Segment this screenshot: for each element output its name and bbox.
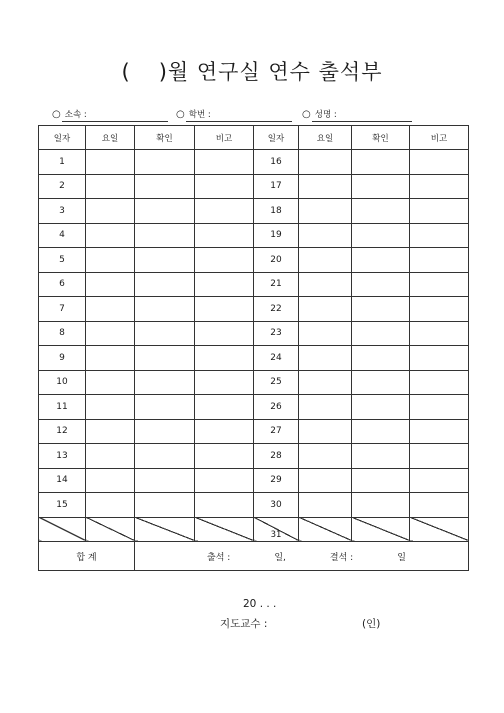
remarks-cell[interactable] bbox=[195, 493, 254, 518]
date-line[interactable]: 20 . . . bbox=[243, 598, 277, 610]
confirm-cell[interactable] bbox=[135, 272, 195, 297]
confirm-cell[interactable] bbox=[352, 248, 410, 273]
weekday-cell[interactable] bbox=[86, 223, 135, 248]
professor-line[interactable] bbox=[220, 616, 390, 631]
remarks-cell[interactable] bbox=[410, 444, 469, 469]
weekday-cell[interactable] bbox=[86, 150, 135, 175]
day-number: 23 bbox=[254, 321, 299, 346]
header-date: 일자 bbox=[39, 126, 86, 150]
remarks-cell[interactable] bbox=[410, 370, 469, 395]
confirm-cell[interactable] bbox=[135, 199, 195, 224]
blank-cell bbox=[135, 517, 195, 542]
day-number: 18 bbox=[254, 199, 299, 224]
remarks-cell[interactable] bbox=[410, 321, 469, 346]
circle-icon: ○ bbox=[176, 109, 185, 120]
header-remarks: 비고 bbox=[195, 126, 254, 150]
confirm-cell[interactable] bbox=[135, 444, 195, 469]
blank-cell bbox=[352, 517, 410, 542]
remarks-cell[interactable] bbox=[410, 395, 469, 420]
confirm-cell[interactable] bbox=[352, 346, 410, 371]
day-number: 16 bbox=[254, 150, 299, 175]
day-number: 2 bbox=[39, 174, 86, 199]
weekday-cell[interactable] bbox=[86, 272, 135, 297]
day-number: 5 bbox=[39, 248, 86, 273]
day-number: 12 bbox=[39, 419, 86, 444]
remarks-cell[interactable] bbox=[195, 174, 254, 199]
name-underline bbox=[312, 120, 412, 122]
weekday-cell[interactable] bbox=[86, 199, 135, 224]
table-row bbox=[39, 223, 469, 248]
day-number: 13 bbox=[39, 444, 86, 469]
header-confirm: 확인 bbox=[352, 126, 410, 150]
remarks-cell[interactable] bbox=[195, 444, 254, 469]
day-number: 1 bbox=[39, 150, 86, 175]
name-label: 성명 : bbox=[314, 110, 337, 120]
affiliation-underline bbox=[62, 120, 168, 122]
day-number: 21 bbox=[254, 272, 299, 297]
day-31-cell bbox=[254, 517, 299, 542]
confirm-cell[interactable] bbox=[352, 419, 410, 444]
day-number: 26 bbox=[254, 395, 299, 420]
weekday-cell[interactable] bbox=[299, 297, 352, 322]
confirm-cell[interactable] bbox=[135, 223, 195, 248]
student-id-field[interactable] bbox=[176, 108, 292, 122]
day-number: 3 bbox=[39, 199, 86, 224]
confirm-cell[interactable] bbox=[135, 370, 195, 395]
weekday-cell[interactable] bbox=[299, 272, 352, 297]
header-row bbox=[39, 126, 469, 150]
confirm-cell[interactable] bbox=[352, 223, 410, 248]
remarks-cell[interactable] bbox=[195, 297, 254, 322]
weekday-cell[interactable] bbox=[86, 468, 135, 493]
attendance-label: 출석 : bbox=[207, 552, 231, 563]
weekday-cell[interactable] bbox=[299, 248, 352, 273]
confirm-cell[interactable] bbox=[352, 468, 410, 493]
circle-icon: ○ bbox=[302, 109, 311, 120]
weekday-cell[interactable] bbox=[86, 444, 135, 469]
table-row bbox=[39, 321, 469, 346]
name-field[interactable] bbox=[302, 108, 412, 122]
confirm-cell[interactable] bbox=[135, 468, 195, 493]
remarks-cell[interactable] bbox=[410, 419, 469, 444]
day-number: 22 bbox=[254, 297, 299, 322]
day-number: 11 bbox=[39, 395, 86, 420]
confirm-cell[interactable] bbox=[135, 297, 195, 322]
day-number: 30 bbox=[254, 493, 299, 518]
remarks-cell[interactable] bbox=[195, 346, 254, 371]
day-31-row bbox=[39, 517, 469, 542]
affiliation-field[interactable] bbox=[52, 108, 168, 122]
remarks-cell[interactable] bbox=[195, 223, 254, 248]
table-row bbox=[39, 297, 469, 322]
title-text: )월 연구실 연수 출석부 bbox=[158, 60, 383, 84]
confirm-cell[interactable] bbox=[352, 395, 410, 420]
day-number: 29 bbox=[254, 468, 299, 493]
blank-cell bbox=[39, 517, 86, 542]
total-summary bbox=[135, 542, 469, 571]
confirm-cell[interactable] bbox=[352, 370, 410, 395]
remarks-cell[interactable] bbox=[195, 150, 254, 175]
info-row bbox=[52, 108, 422, 122]
remarks-cell[interactable] bbox=[410, 297, 469, 322]
remarks-cell[interactable] bbox=[410, 468, 469, 493]
day-number: 9 bbox=[39, 346, 86, 371]
confirm-cell[interactable] bbox=[135, 493, 195, 518]
remarks-cell[interactable] bbox=[195, 419, 254, 444]
remarks-cell[interactable] bbox=[195, 321, 254, 346]
weekday-cell[interactable] bbox=[299, 395, 352, 420]
confirm-cell[interactable] bbox=[352, 272, 410, 297]
student-id-label: 학번 : bbox=[188, 110, 211, 120]
confirm-cell[interactable] bbox=[135, 346, 195, 371]
remarks-cell[interactable] bbox=[195, 370, 254, 395]
remarks-cell[interactable] bbox=[410, 493, 469, 518]
day-number: 31 bbox=[270, 530, 282, 541]
day-number: 25 bbox=[254, 370, 299, 395]
seal-label: (인) bbox=[362, 618, 381, 630]
confirm-cell[interactable] bbox=[352, 493, 410, 518]
day-number: 27 bbox=[254, 419, 299, 444]
weekday-cell[interactable] bbox=[86, 493, 135, 518]
table-row bbox=[39, 468, 469, 493]
day-number: 20 bbox=[254, 248, 299, 273]
table-row bbox=[39, 395, 469, 420]
remarks-cell[interactable] bbox=[410, 150, 469, 175]
header-confirm: 확인 bbox=[135, 126, 195, 150]
table-row bbox=[39, 150, 469, 175]
table-row bbox=[39, 346, 469, 371]
blank-cell bbox=[195, 517, 254, 542]
day-number: 4 bbox=[39, 223, 86, 248]
weekday-cell[interactable] bbox=[299, 174, 352, 199]
weekday-cell[interactable] bbox=[299, 150, 352, 175]
remarks-cell[interactable] bbox=[410, 199, 469, 224]
title-open-paren: ( bbox=[121, 60, 131, 84]
day-number: 17 bbox=[254, 174, 299, 199]
student-id-underline bbox=[186, 120, 292, 122]
circle-icon: ○ bbox=[52, 109, 61, 120]
absence-unit: 일 bbox=[397, 552, 406, 563]
day-number: 28 bbox=[254, 444, 299, 469]
remarks-cell[interactable] bbox=[410, 272, 469, 297]
table-row bbox=[39, 199, 469, 224]
remarks-cell[interactable] bbox=[410, 346, 469, 371]
confirm-cell[interactable] bbox=[352, 444, 410, 469]
blank-cell bbox=[410, 517, 469, 542]
remarks-cell[interactable] bbox=[195, 395, 254, 420]
day-number: 24 bbox=[254, 346, 299, 371]
page-title bbox=[0, 56, 504, 86]
header-weekday: 요일 bbox=[86, 126, 135, 150]
day-number: 19 bbox=[254, 223, 299, 248]
blank-cell bbox=[86, 517, 135, 542]
day-number: 10 bbox=[39, 370, 86, 395]
weekday-cell[interactable] bbox=[299, 493, 352, 518]
confirm-cell[interactable] bbox=[135, 321, 195, 346]
table-row bbox=[39, 272, 469, 297]
weekday-cell[interactable] bbox=[86, 174, 135, 199]
weekday-cell[interactable] bbox=[86, 321, 135, 346]
header-remarks: 비고 bbox=[410, 126, 469, 150]
table-row bbox=[39, 493, 469, 518]
confirm-cell[interactable] bbox=[135, 150, 195, 175]
weekday-cell[interactable] bbox=[299, 370, 352, 395]
day-number: 15 bbox=[39, 493, 86, 518]
confirm-cell[interactable] bbox=[135, 395, 195, 420]
confirm-cell[interactable] bbox=[352, 321, 410, 346]
confirm-cell[interactable] bbox=[352, 174, 410, 199]
confirm-cell[interactable] bbox=[352, 297, 410, 322]
weekday-cell[interactable] bbox=[86, 297, 135, 322]
remarks-cell[interactable] bbox=[410, 223, 469, 248]
weekday-cell[interactable] bbox=[86, 370, 135, 395]
table-row bbox=[39, 248, 469, 273]
weekday-cell[interactable] bbox=[299, 468, 352, 493]
table-row bbox=[39, 174, 469, 199]
day-number: 6 bbox=[39, 272, 86, 297]
weekday-cell[interactable] bbox=[86, 248, 135, 273]
absence-label: 결석 : bbox=[329, 552, 354, 563]
weekday-cell[interactable] bbox=[86, 346, 135, 371]
weekday-cell[interactable] bbox=[299, 321, 352, 346]
day-number: 8 bbox=[39, 321, 86, 346]
confirm-cell[interactable] bbox=[352, 199, 410, 224]
remarks-cell[interactable] bbox=[195, 199, 254, 224]
blank-cell bbox=[299, 517, 352, 542]
affiliation-label: 소속 : bbox=[64, 110, 87, 120]
confirm-cell[interactable] bbox=[352, 150, 410, 175]
remarks-cell[interactable] bbox=[195, 248, 254, 273]
attendance-unit: 일, bbox=[274, 552, 286, 563]
header-weekday: 요일 bbox=[299, 126, 352, 150]
professor-label: 지도교수 : bbox=[220, 618, 268, 630]
weekday-cell[interactable] bbox=[299, 223, 352, 248]
total-row bbox=[39, 542, 469, 571]
weekday-cell[interactable] bbox=[299, 419, 352, 444]
table-row bbox=[39, 444, 469, 469]
confirm-cell[interactable] bbox=[135, 248, 195, 273]
confirm-cell[interactable] bbox=[135, 419, 195, 444]
day-number: 7 bbox=[39, 297, 86, 322]
table-row bbox=[39, 419, 469, 444]
header-date: 일자 bbox=[254, 126, 299, 150]
weekday-cell[interactable] bbox=[299, 346, 352, 371]
day-number: 14 bbox=[39, 468, 86, 493]
remarks-cell[interactable] bbox=[195, 468, 254, 493]
remarks-cell[interactable] bbox=[410, 248, 469, 273]
weekday-cell[interactable] bbox=[299, 444, 352, 469]
total-label: 합 계 bbox=[39, 542, 135, 571]
remarks-cell[interactable] bbox=[195, 272, 254, 297]
weekday-cell[interactable] bbox=[86, 395, 135, 420]
confirm-cell[interactable] bbox=[135, 174, 195, 199]
remarks-cell[interactable] bbox=[410, 174, 469, 199]
weekday-cell[interactable] bbox=[299, 199, 352, 224]
weekday-cell[interactable] bbox=[86, 419, 135, 444]
table-row bbox=[39, 370, 469, 395]
attendance-table bbox=[38, 125, 469, 571]
